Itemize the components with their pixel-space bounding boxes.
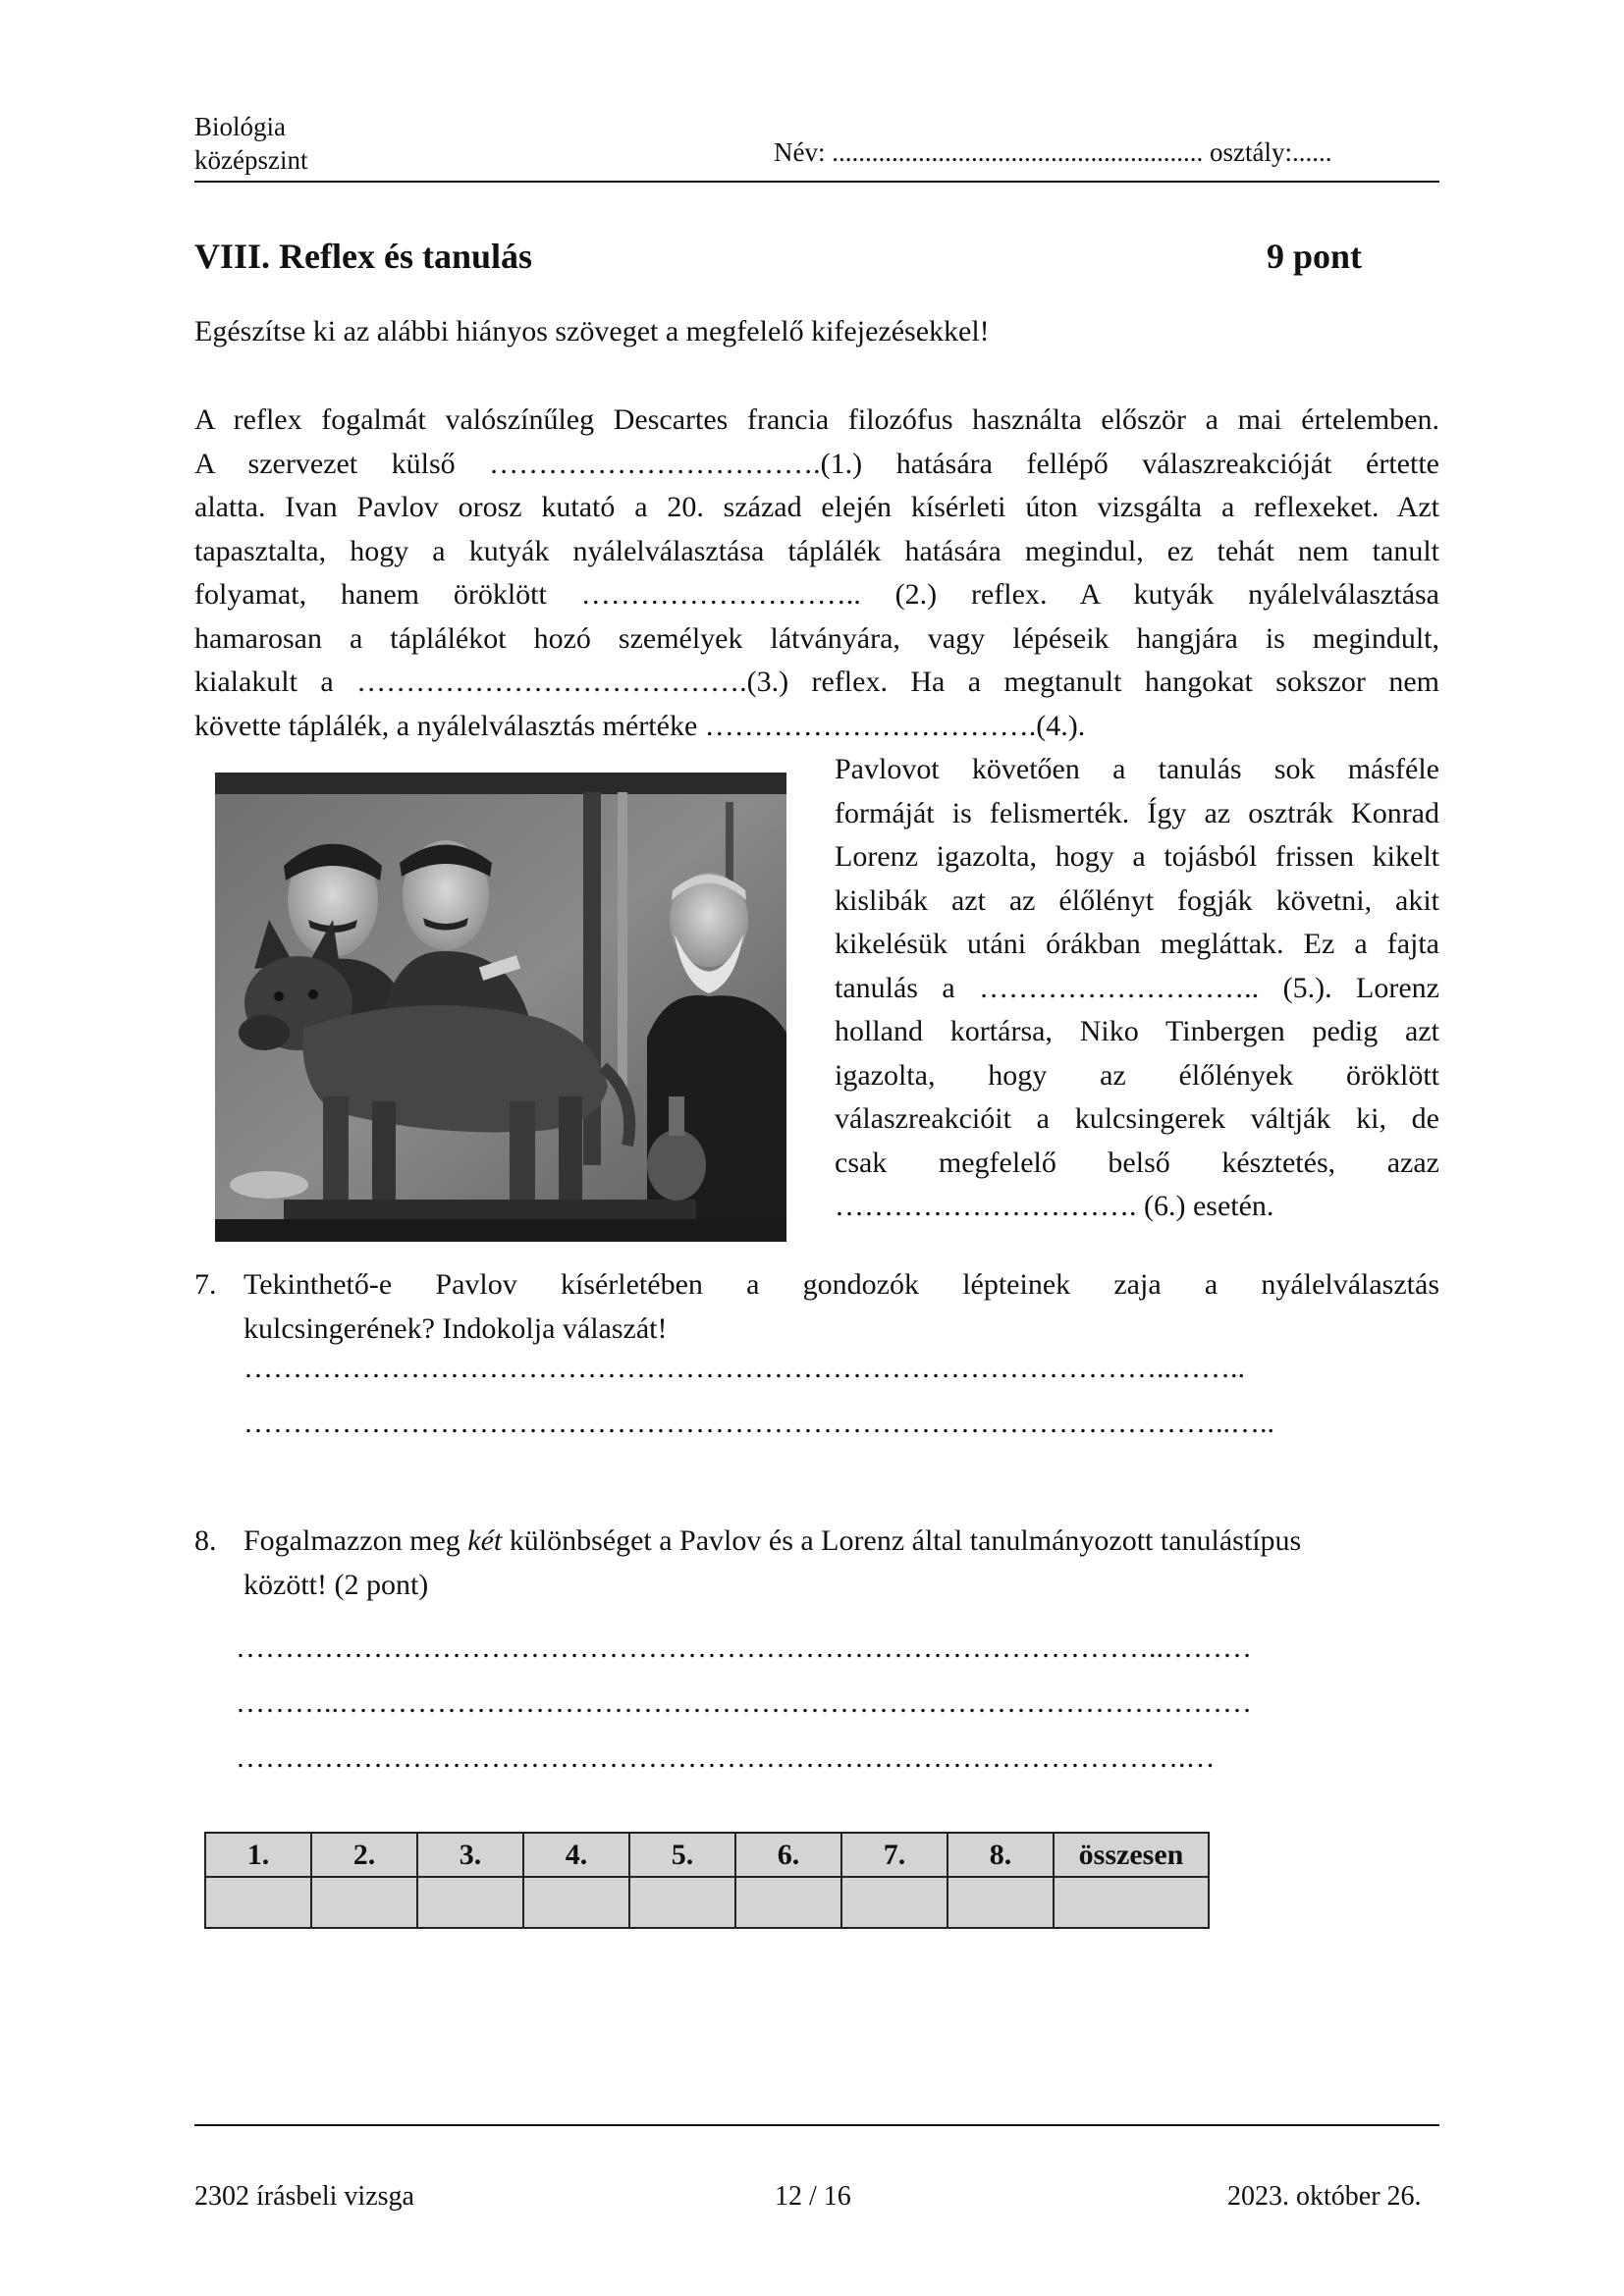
score-cell[interactable] [841, 1877, 947, 1928]
question-line: Tekinthető-e Pavlov kísérletében a gondozók lépteinek zaja a nyálelválasztás [244, 1268, 1439, 1301]
question-text [244, 1520, 1439, 1607]
text-line: formáját is felismerték. Így az osztrák Konrad [835, 796, 1439, 829]
text-line: holland kortársa, Niko Tinbergen pedig azt [835, 1015, 1439, 1047]
score-header: 4. [523, 1833, 629, 1877]
text-line: Pavlovot követően a tanulás sok másféle [835, 753, 1439, 785]
question-line: kulcsingerének? Indokolja válaszát! [244, 1311, 668, 1345]
question-8 [194, 1520, 1439, 1618]
score-header: 3. [417, 1833, 523, 1877]
score-header: 5. [629, 1833, 735, 1877]
footer-date: 2023. október 26. [1227, 2181, 1422, 2212]
subject-level: középszint [194, 145, 308, 175]
score-header: 8. [947, 1833, 1054, 1877]
text-line: alatta. Ivan Pavlov orosz kutató a 20. század elején kísérleti úton vizsgálta a reflexeket. Azt [194, 491, 1439, 523]
score-cell[interactable] [311, 1877, 417, 1928]
score-header: 7. [841, 1833, 947, 1877]
score-cell[interactable] [205, 1877, 311, 1928]
score-cell[interactable] [1054, 1877, 1209, 1928]
score-cell[interactable] [947, 1877, 1054, 1928]
text-line: kikelésük utáni órákban megláttak. Ez a fajta [835, 928, 1439, 960]
emphasis-word: két [467, 1524, 503, 1557]
question-line [244, 1520, 1439, 1564]
score-header-row [205, 1833, 1209, 1877]
footer-page-number: 12 / 16 [775, 2181, 851, 2212]
section-title: VIII. Reflex és tanulás [194, 237, 533, 276]
score-cell[interactable] [735, 1877, 841, 1928]
text-line: válaszreakcióit a kulcsingerek váltják ki, de [835, 1102, 1439, 1135]
text-line: hamarosan a táplálékot hozó személyek látványára, vagy lépéseik hangjára is megindult, [194, 621, 1439, 655]
answer-line-7b[interactable]: ………………………………………………………………………………………..….. [244, 1407, 1274, 1439]
answer-line-7a[interactable]: …………………………………………………………………………………..…….. [244, 1352, 1245, 1384]
question-line-part: Fogalmazzon meg [244, 1524, 468, 1557]
name-class-field: Név: ........................................................ osztály:...... [774, 137, 1332, 167]
subject-name: Biológia [194, 112, 286, 141]
footer-exam-code: 2302 írásbeli vizsga [194, 2181, 414, 2212]
text-line: követte táplálék, a nyálelválasztás mértéke …………………………….(4.). [194, 709, 1086, 742]
text-line: tapasztalta, hogy a kutyák nyálelválasztása táplálék hatására megindul, ez tehát nem tanult [194, 534, 1439, 567]
text-line: Lorenz igazolta, hogy a tojásból frissen kikelt [835, 840, 1439, 873]
text-line: folyamat, hanem öröklött ……………………….. (2.) reflex. A kutyák nyálelválasztása [194, 578, 1439, 611]
answer-line-8b[interactable]: ………..………………………………………………………………………………… [236, 1686, 1252, 1719]
header-rule [194, 181, 1439, 183]
answer-line-8a[interactable]: …………………………………………………………………………………..……… [236, 1631, 1252, 1664]
score-table [204, 1832, 1210, 1929]
question-number: 7. [194, 1268, 217, 1301]
question-number: 8. [194, 1524, 217, 1557]
footer-rule [194, 2124, 1439, 2126]
text-line: kialakult a ………………………………….(3.) reflex. Ha a megtanult hangokat sokszor nem [194, 666, 1439, 698]
text-line: A szervezet külső …………………………….(1.) hatására fellépő válaszreakcióját értette [194, 447, 1439, 480]
pavlov-dog-photo [215, 773, 786, 1242]
score-value-row [205, 1877, 1209, 1928]
answer-line-8c[interactable]: …………………………………………………………………………………….… [236, 1741, 1216, 1774]
question-text [244, 1263, 1439, 1351]
text-line: igazolta, hogy az élőlények öröklött [835, 1058, 1439, 1092]
header-subject [194, 110, 307, 177]
question-line: között! (2 pont) [244, 1568, 429, 1601]
score-header: 2. [311, 1833, 417, 1877]
text-line: …………………………. (6.) esetén. [835, 1190, 1274, 1222]
score-cell[interactable] [417, 1877, 523, 1928]
question-line-part: különbséget a Pavlov és a Lorenz által tanulmányozott tanulástípus [502, 1524, 1302, 1557]
score-cell[interactable] [523, 1877, 629, 1928]
text-line: A reflex fogalmát valószínűleg Descartes francia filozófus használta először a mai értelemben. [194, 403, 1439, 436]
paragraph-intro [194, 399, 1439, 748]
text-line: csak megfelelő belső késztetés, azaz [835, 1146, 1439, 1179]
paragraph-lorenz [835, 748, 1439, 1229]
score-header: 6. [735, 1833, 841, 1877]
score-cell[interactable] [629, 1877, 735, 1928]
text-line: kislibák azt az élőlényt fogják követni, akit [835, 883, 1439, 917]
section-points: 9 pont [1267, 237, 1363, 276]
instruction: Egészítse ki az alábbi hiányos szöveget a megfelelő kifejezésekkel! [194, 315, 990, 347]
question-7 [194, 1263, 1439, 1362]
text-line: tanulás a ……………………….. (5.). Lorenz [835, 971, 1439, 1004]
score-header: 1. [205, 1833, 311, 1877]
score-header: összesen [1054, 1833, 1209, 1877]
